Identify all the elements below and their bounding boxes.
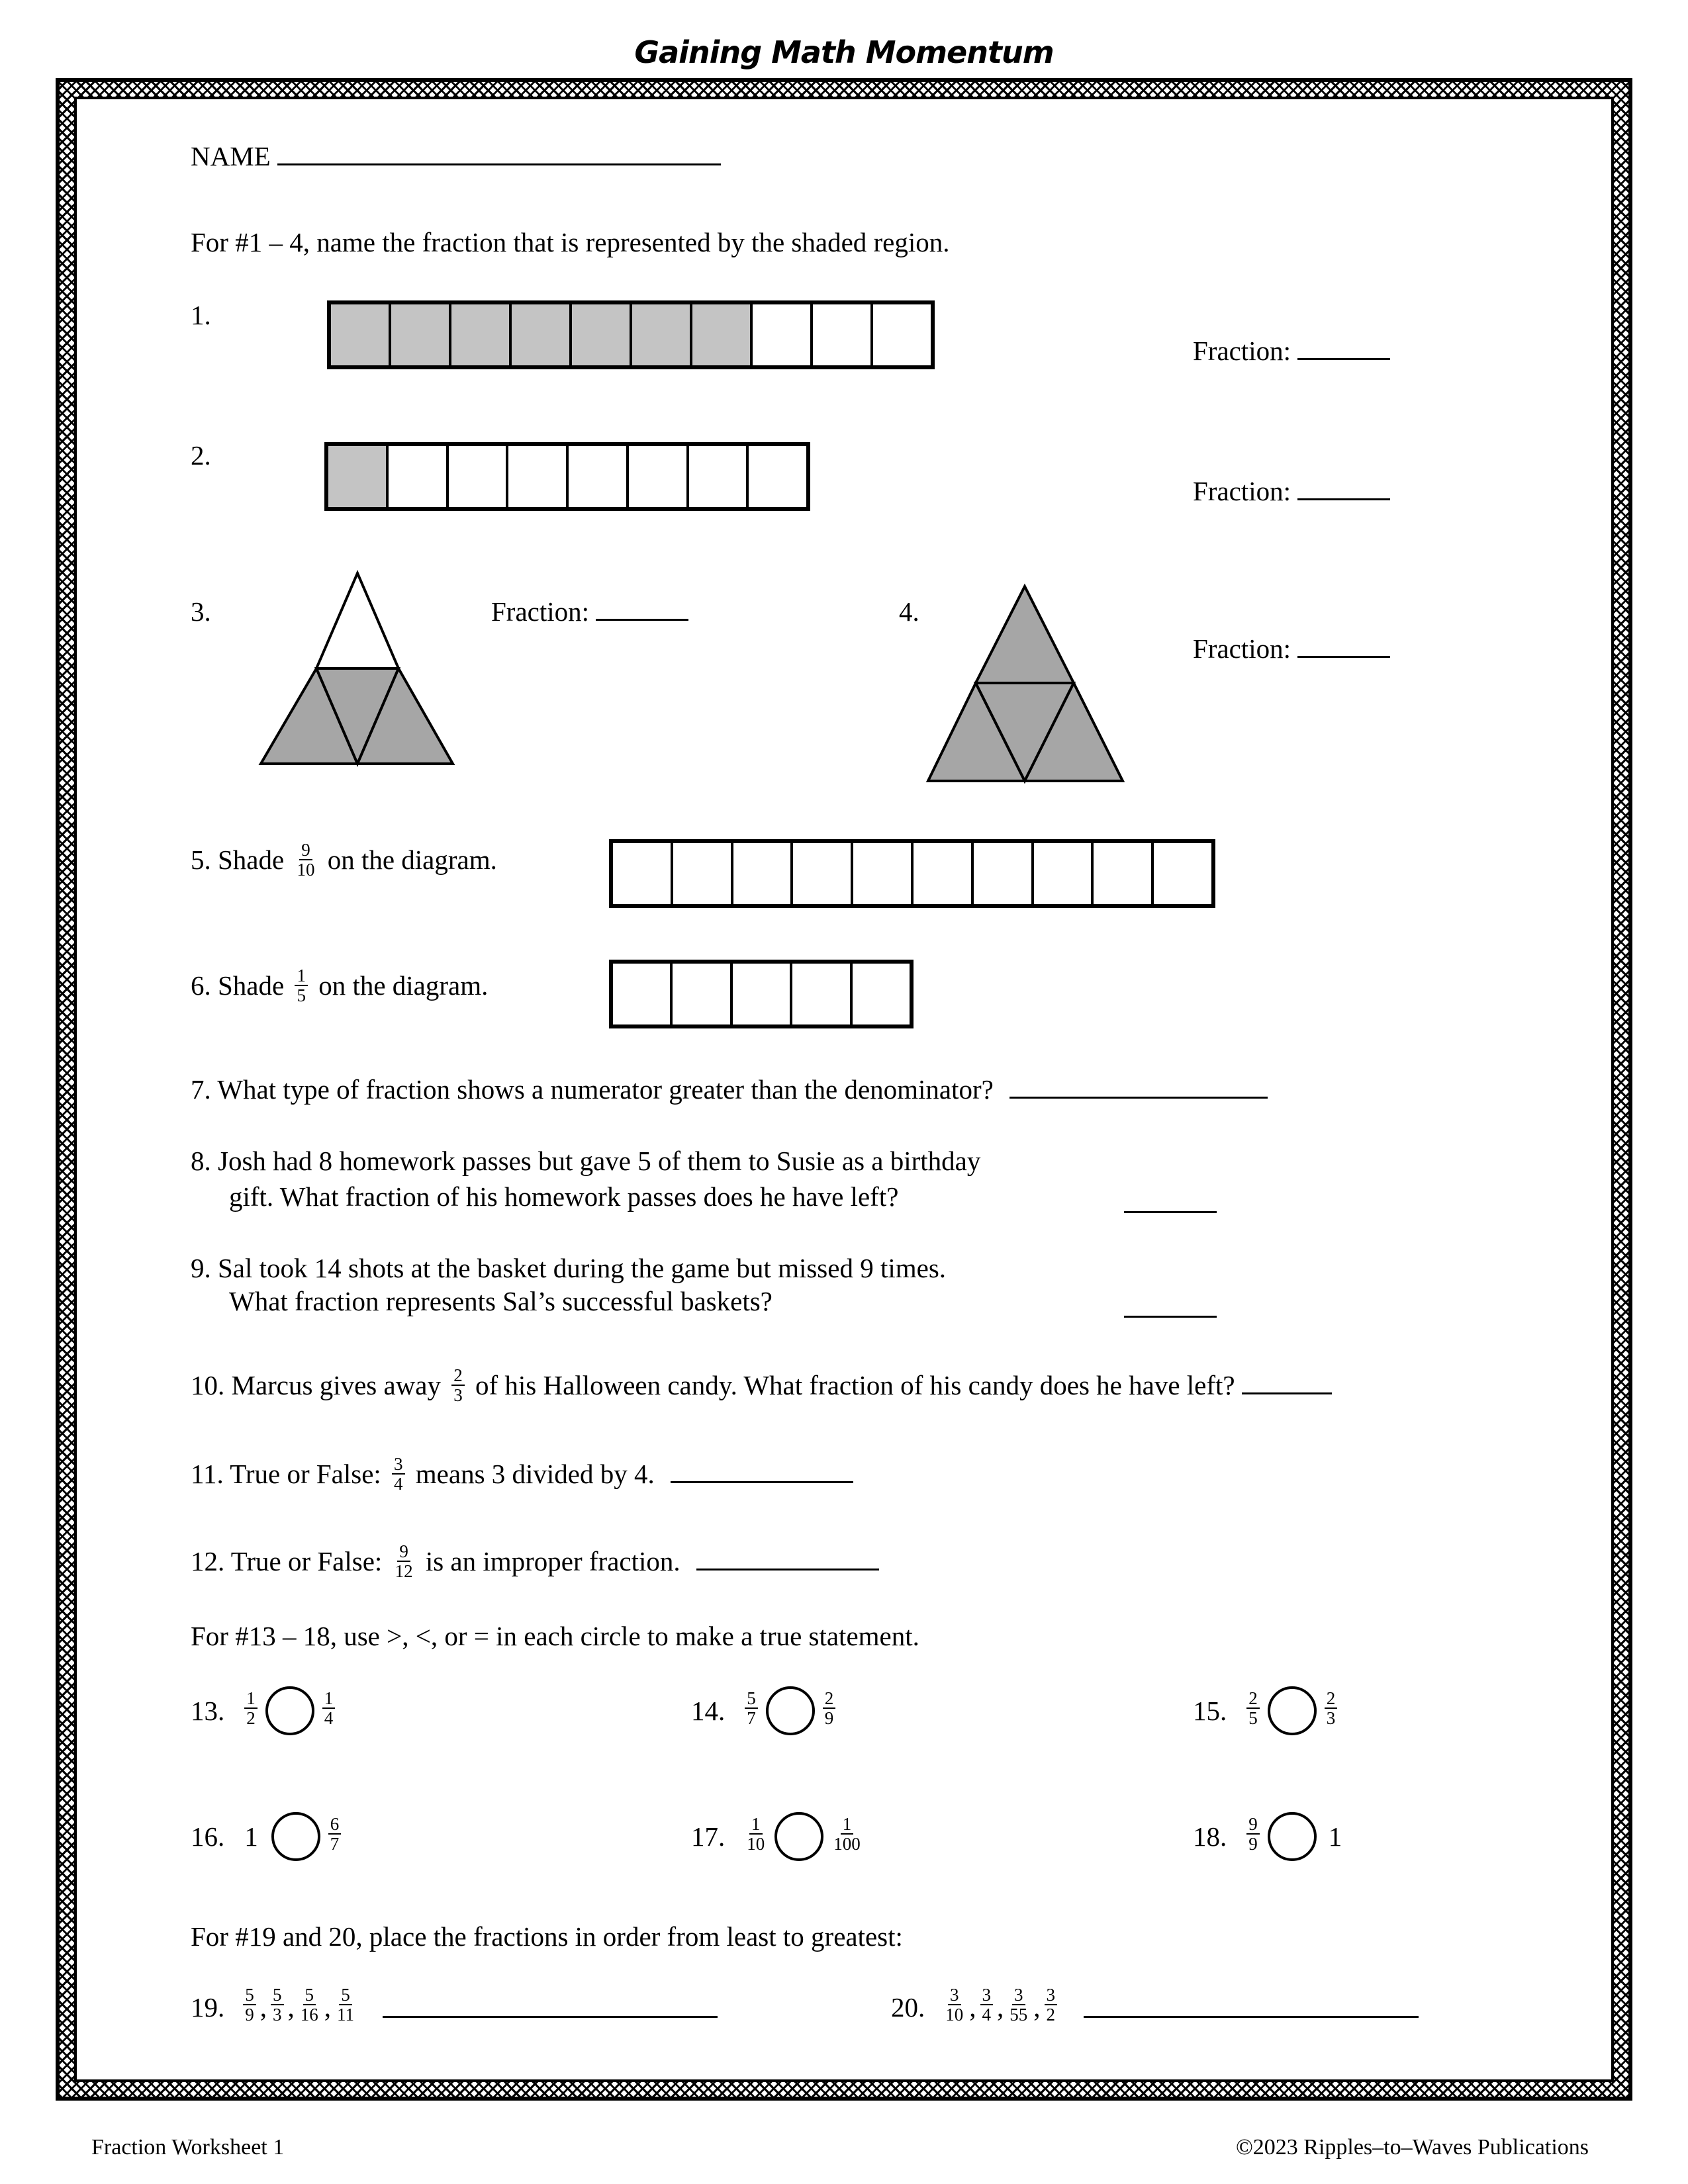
q2-number: 2. bbox=[191, 440, 211, 471]
denominator: 10 bbox=[747, 1834, 765, 1854]
q19-fraction-4 bbox=[335, 1985, 356, 2025]
denominator: 10 bbox=[297, 860, 315, 880]
q2-fraction-bar bbox=[324, 442, 810, 511]
instructions-part1: For #1 – 4, name the fraction that is represented by the shaded region. bbox=[191, 227, 950, 257]
shaded-cell bbox=[512, 304, 572, 365]
q10-pre: 10. Marcus gives away bbox=[191, 1369, 442, 1400]
unshaded-cell bbox=[749, 446, 806, 507]
q9-line2: What fraction represents Sal’s successful baskets? bbox=[229, 1286, 773, 1316]
instructions-part2: For #13 – 18, use >, <, or = in each circle to make a true statement. bbox=[191, 1621, 919, 1651]
q4-answer[interactable] bbox=[1193, 635, 1390, 662]
q11-answer-blank[interactable] bbox=[671, 1481, 853, 1483]
compare-q15 bbox=[1193, 1686, 1341, 1735]
denominator: 2 bbox=[1046, 2005, 1055, 2025]
q14-compare-circle[interactable] bbox=[766, 1686, 815, 1735]
q15-number: 15. bbox=[1193, 1695, 1227, 1726]
denominator: 4 bbox=[324, 1708, 334, 1728]
q9-line1: 9. Sal took 14 shots at the basket during the game but missed 9 times. bbox=[191, 1253, 947, 1283]
unshaded-cell bbox=[733, 964, 792, 1024]
q9-answer-blank[interactable] bbox=[1124, 1291, 1217, 1318]
q20-number: 20. bbox=[891, 1991, 925, 2023]
worksheet-title: Gaining Math Momentum bbox=[634, 34, 1054, 70]
unshaded-cell bbox=[793, 843, 853, 904]
q15-compare-circle[interactable] bbox=[1268, 1686, 1317, 1735]
q13-left-fraction bbox=[244, 1689, 258, 1728]
q19-fraction-2 bbox=[271, 1985, 284, 2025]
q12-fraction bbox=[393, 1542, 415, 1581]
unshaded-cell bbox=[792, 964, 852, 1024]
footer-left: Fraction Worksheet 1 bbox=[91, 2135, 285, 2160]
fraction-label: Fraction: bbox=[1193, 336, 1291, 366]
q16-number: 16. bbox=[191, 1821, 225, 1852]
shaded-cell bbox=[451, 304, 512, 365]
q20-fraction-4 bbox=[1045, 1985, 1058, 2025]
compare-q14 bbox=[691, 1686, 839, 1735]
q16-left-whole: 1 bbox=[244, 1821, 258, 1852]
denominator: 7 bbox=[330, 1834, 340, 1854]
q19-number: 19. bbox=[191, 1991, 225, 2023]
denominator: 9 bbox=[1248, 1834, 1258, 1854]
fraction-label: Fraction: bbox=[1193, 633, 1291, 664]
q11-pre: 11. True or False: bbox=[191, 1458, 381, 1489]
q6-post: on the diagram. bbox=[318, 970, 489, 1001]
numerator: 3 bbox=[980, 1985, 994, 2005]
numerator: 2 bbox=[1246, 1689, 1260, 1709]
footer-right: ©2023 Ripples–to–Waves Publications bbox=[1235, 2135, 1589, 2160]
unshaded-cell bbox=[389, 446, 449, 507]
q5-number: 5. bbox=[191, 844, 211, 875]
order-q19: 19. $\frac{5}{9}$ , $\frac{5}{3}$ , $\frac{5}{16}$ , $\frac{5}{11}$ bbox=[191, 1988, 718, 2027]
shaded-cell bbox=[692, 304, 753, 365]
q19-answer-blank[interactable] bbox=[383, 1997, 718, 2018]
q6-number: 6. bbox=[191, 970, 211, 1001]
q11-fraction bbox=[392, 1455, 405, 1494]
q10-prompt bbox=[191, 1365, 1332, 1408]
q4-answer-blank[interactable] bbox=[1297, 656, 1390, 658]
unshaded-cell bbox=[914, 843, 974, 904]
q20-answer-blank[interactable] bbox=[1084, 1997, 1419, 2018]
q12-prompt bbox=[191, 1541, 879, 1584]
numerator: 1 bbox=[322, 1689, 336, 1709]
q15-right-fraction bbox=[1325, 1689, 1338, 1728]
shaded-cell bbox=[572, 304, 632, 365]
compare-q18 bbox=[1193, 1812, 1342, 1861]
q6-fraction bbox=[295, 966, 308, 1005]
denominator: 3 bbox=[1326, 1708, 1336, 1728]
unshaded-cell bbox=[449, 446, 509, 507]
q19-fraction-1 bbox=[243, 1985, 256, 2025]
numerator: 2 bbox=[823, 1689, 836, 1709]
unshaded-cell bbox=[974, 843, 1034, 904]
numerator: 6 bbox=[328, 1815, 342, 1835]
denominator: 5 bbox=[297, 985, 306, 1006]
numerator: 3 bbox=[948, 1985, 961, 2005]
q3-top-triangle bbox=[316, 573, 399, 668]
q13-compare-circle[interactable] bbox=[265, 1686, 314, 1735]
unshaded-cell bbox=[873, 304, 931, 365]
q5-prompt bbox=[191, 840, 497, 882]
denominator: 4 bbox=[982, 2005, 991, 2025]
q17-number: 17. bbox=[691, 1821, 726, 1852]
compare-q16 bbox=[191, 1812, 345, 1861]
q14-number: 14. bbox=[691, 1695, 726, 1726]
q5-pre: Shade bbox=[218, 844, 285, 875]
q4-top-triangle bbox=[976, 586, 1074, 683]
denominator: 10 bbox=[945, 2005, 964, 2025]
denominator: 5 bbox=[1248, 1708, 1258, 1728]
numerator: 1 bbox=[244, 1689, 258, 1709]
unshaded-cell bbox=[753, 304, 813, 365]
denominator: 4 bbox=[394, 1474, 403, 1494]
q7-prompt bbox=[191, 1076, 1268, 1103]
numerator: 9 bbox=[397, 1542, 410, 1562]
denominator: 100 bbox=[833, 1834, 861, 1854]
q7-text: 7. What type of fraction shows a numerator greater than the denominator? bbox=[191, 1074, 994, 1105]
q16-right-fraction bbox=[328, 1815, 342, 1854]
denominator: 2 bbox=[246, 1708, 256, 1728]
numerator: 5 bbox=[745, 1689, 758, 1709]
q6-shade-diagram[interactable] bbox=[609, 960, 914, 1028]
q6-pre: Shade bbox=[218, 970, 285, 1001]
q8-answer-blank[interactable] bbox=[1124, 1186, 1217, 1213]
q12-pre: 12. True or False: bbox=[191, 1545, 383, 1576]
unshaded-cell bbox=[673, 964, 732, 1024]
unshaded-cell bbox=[1154, 843, 1211, 904]
shaded-cell bbox=[391, 304, 451, 365]
unshaded-cell bbox=[569, 446, 629, 507]
q8-line1: 8. Josh had 8 homework passes but gave 5 of them to Susie as a birthday bbox=[191, 1146, 981, 1176]
q10-post: of his Halloween candy. What fraction of his candy does he have left? bbox=[475, 1369, 1235, 1400]
q1-answer[interactable] bbox=[1193, 338, 1390, 365]
name-field[interactable] bbox=[191, 143, 721, 170]
denominator: 55 bbox=[1009, 2005, 1028, 2025]
q18-right-whole: 1 bbox=[1328, 1821, 1342, 1852]
denominator: 3 bbox=[273, 2005, 282, 2025]
q20-fraction-3 bbox=[1008, 1985, 1029, 2025]
numerator: 5 bbox=[303, 1985, 316, 2005]
unshaded-cell bbox=[1034, 843, 1094, 904]
q18-left-fraction bbox=[1246, 1815, 1260, 1854]
q5-post: on the diagram. bbox=[327, 844, 497, 875]
shaded-cell bbox=[331, 304, 391, 365]
numerator: 1 bbox=[295, 966, 308, 986]
unshaded-cell bbox=[613, 964, 673, 1024]
q1-number: 1. bbox=[191, 300, 211, 330]
denominator: 12 bbox=[395, 1561, 413, 1582]
compare-q13 bbox=[191, 1686, 339, 1735]
unshaded-cell bbox=[1094, 843, 1154, 904]
numerator: 3 bbox=[392, 1455, 405, 1475]
q13-number: 13. bbox=[191, 1695, 225, 1726]
instructions-part3: For #19 and 20, place the fractions in order from least to greatest: bbox=[191, 1921, 903, 1952]
q6-prompt bbox=[191, 966, 489, 1008]
denominator: 9 bbox=[824, 1708, 834, 1728]
unshaded-cell bbox=[673, 843, 733, 904]
fraction-label: Fraction: bbox=[491, 596, 590, 627]
denominator: 3 bbox=[453, 1385, 463, 1406]
numerator: 2 bbox=[451, 1366, 465, 1386]
numerator: 9 bbox=[299, 841, 312, 860]
q3-number: 3. bbox=[191, 596, 211, 627]
q7-answer-blank[interactable] bbox=[1009, 1097, 1268, 1099]
q14-left-fraction bbox=[745, 1689, 758, 1728]
q18-number: 18. bbox=[1193, 1821, 1227, 1852]
q4-triangle-diagram bbox=[921, 580, 1131, 789]
q12-post: is an improper fraction. bbox=[425, 1545, 680, 1576]
q13-right-fraction bbox=[322, 1689, 336, 1728]
numerator: 1 bbox=[841, 1815, 854, 1835]
q10-answer-blank[interactable] bbox=[1242, 1392, 1332, 1394]
numerator: 5 bbox=[339, 1985, 352, 2005]
q3-triangle-diagram bbox=[254, 567, 459, 772]
numerator: 3 bbox=[1045, 1985, 1058, 2005]
compare-q17 bbox=[691, 1812, 867, 1861]
q5-shade-diagram[interactable] bbox=[609, 839, 1215, 908]
unshaded-cell bbox=[853, 964, 910, 1024]
denominator: 16 bbox=[300, 2005, 318, 2025]
fraction-label: Fraction: bbox=[1193, 476, 1291, 506]
q14-right-fraction bbox=[823, 1689, 836, 1728]
denominator: 9 bbox=[245, 2005, 254, 2025]
q4-number: 4. bbox=[899, 596, 919, 627]
numerator: 2 bbox=[1325, 1689, 1338, 1709]
q2-answer-blank[interactable] bbox=[1297, 498, 1390, 500]
q17-left-fraction bbox=[745, 1815, 767, 1854]
q1-fraction-bar bbox=[327, 300, 935, 369]
numerator: 5 bbox=[271, 1985, 284, 2005]
q5-fraction bbox=[295, 841, 316, 880]
unshaded-cell bbox=[629, 446, 689, 507]
name-blank[interactable] bbox=[277, 163, 721, 165]
numerator: 1 bbox=[749, 1815, 763, 1835]
shaded-cell bbox=[632, 304, 692, 365]
shaded-cell bbox=[328, 446, 389, 507]
unshaded-cell bbox=[613, 843, 673, 904]
q11-prompt bbox=[191, 1454, 853, 1496]
unshaded-cell bbox=[813, 304, 873, 365]
q20-fraction-1 bbox=[943, 1985, 965, 2025]
numerator: 5 bbox=[243, 1985, 256, 2005]
order-q20: 20. $\frac{3}{10}$ , $\frac{3}{4}$ , $\frac{3}{55}$ , $\frac{3}{2}$ bbox=[891, 1988, 1419, 2027]
unshaded-cell bbox=[733, 843, 794, 904]
q16-compare-circle[interactable] bbox=[271, 1812, 320, 1861]
q1-answer-blank[interactable] bbox=[1297, 358, 1390, 360]
denominator: 11 bbox=[337, 2005, 354, 2025]
unshaded-cell bbox=[853, 843, 914, 904]
q3-answer[interactable] bbox=[491, 598, 688, 625]
q17-compare-circle[interactable] bbox=[774, 1812, 823, 1861]
name-label: NAME bbox=[191, 141, 271, 171]
q19-fraction-3 bbox=[299, 1985, 320, 2025]
numerator: 9 bbox=[1246, 1815, 1260, 1835]
q11-post: means 3 divided by 4. bbox=[415, 1458, 655, 1489]
q20-fraction-2 bbox=[980, 1985, 994, 2025]
q10-fraction bbox=[451, 1366, 465, 1405]
q17-right-fraction bbox=[831, 1815, 863, 1854]
unshaded-cell bbox=[508, 446, 569, 507]
q8-line2: gift. What fraction of his homework passes does he have left? bbox=[229, 1181, 899, 1212]
q2-answer[interactable] bbox=[1193, 478, 1390, 505]
q3-answer-blank[interactable] bbox=[596, 619, 688, 621]
q12-answer-blank[interactable] bbox=[696, 1569, 879, 1570]
unshaded-cell bbox=[689, 446, 749, 507]
q15-left-fraction bbox=[1246, 1689, 1260, 1728]
numerator: 3 bbox=[1012, 1985, 1025, 2005]
q18-compare-circle[interactable] bbox=[1268, 1812, 1317, 1861]
denominator: 7 bbox=[747, 1708, 756, 1728]
